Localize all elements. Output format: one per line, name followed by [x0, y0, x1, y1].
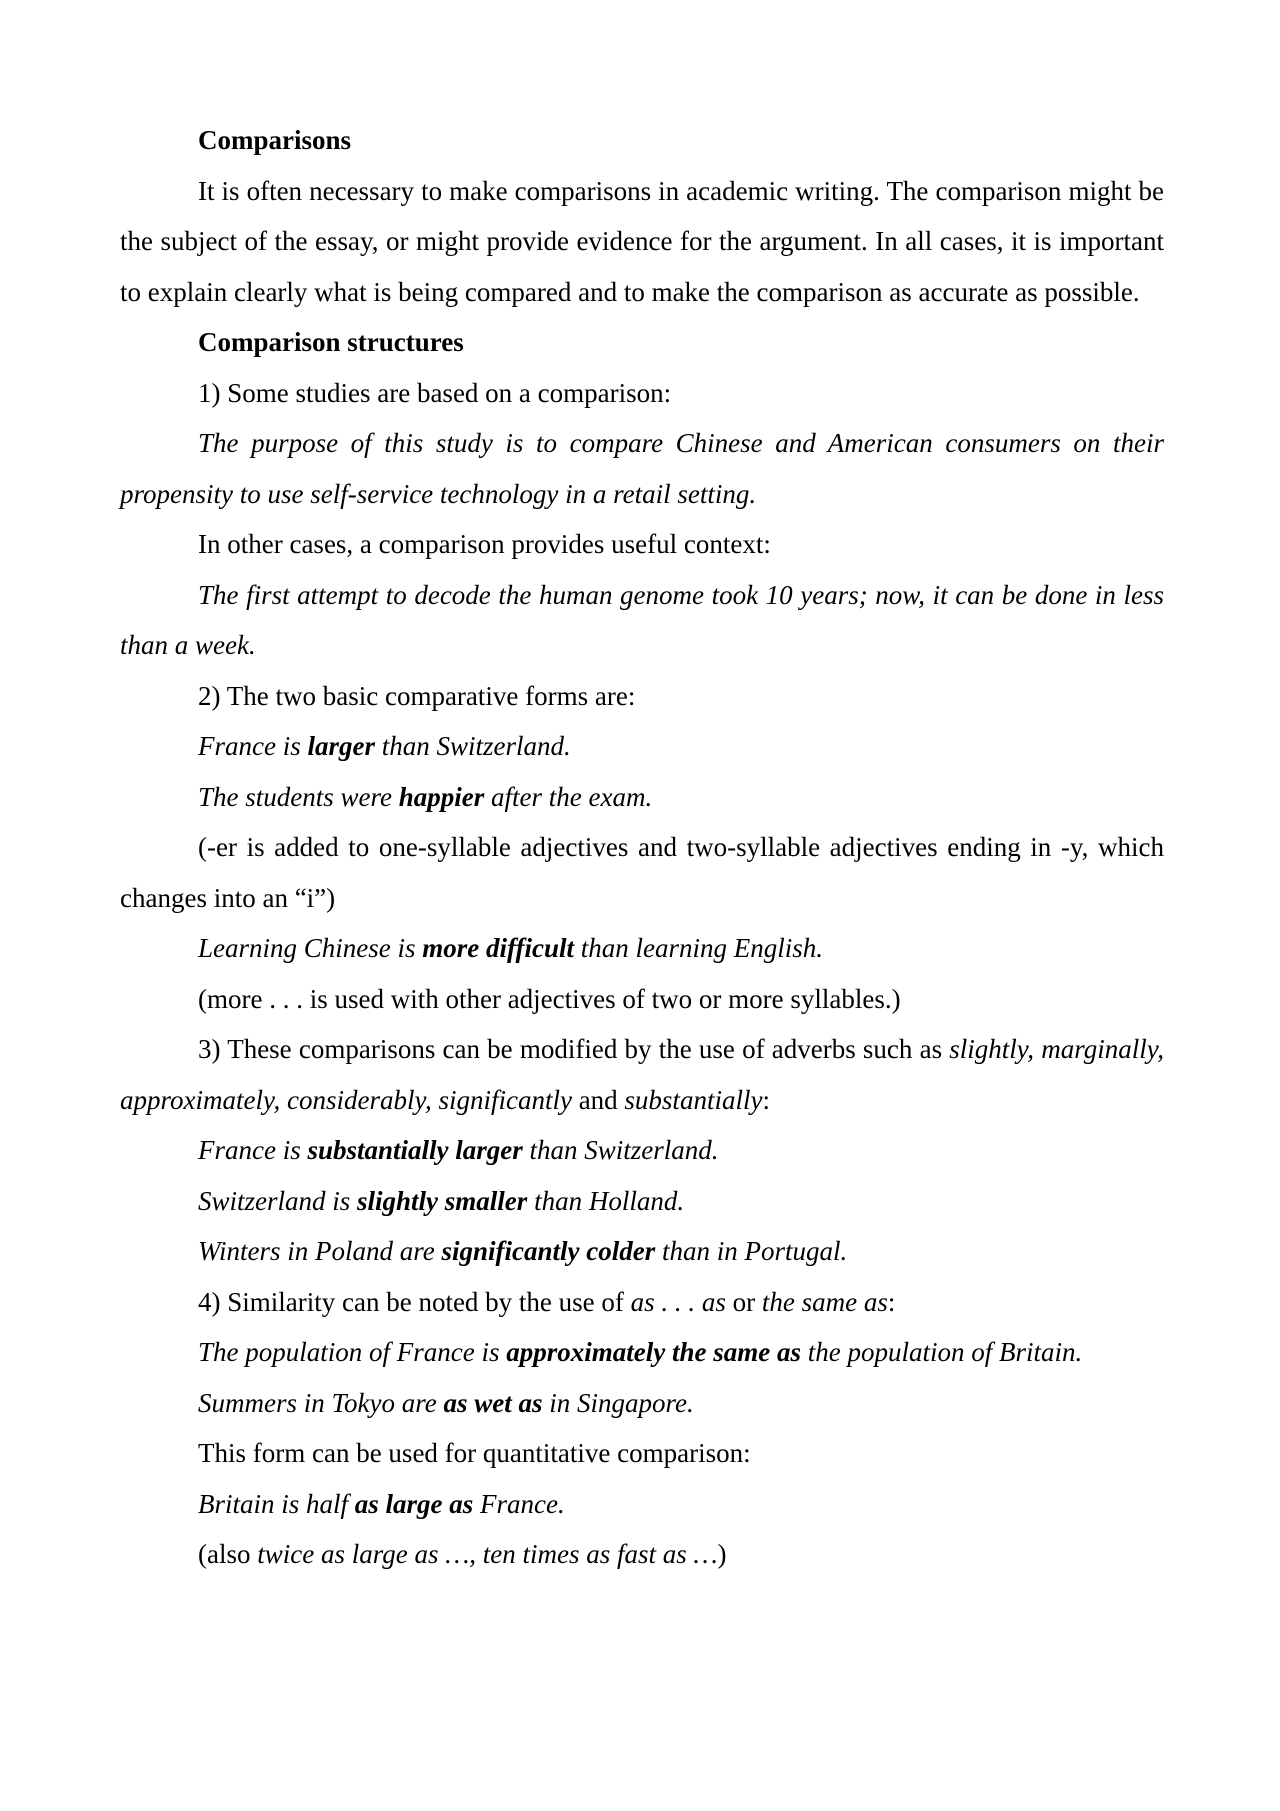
example-keyword: substantially larger — [307, 1135, 523, 1165]
example-substantially — [120, 1125, 1164, 1176]
context-line: In other cases, a comparison provides useful context: — [198, 529, 771, 559]
example-text: Winters in Poland are — [198, 1236, 442, 1266]
note-more: (more . . . is used with other adjectives of two or more syllables.) — [198, 983, 901, 1014]
example-text: France is — [198, 731, 308, 761]
point-text: : — [887, 1286, 896, 1317]
form-same-as: the same as — [761, 1286, 888, 1317]
example-keyword: larger — [307, 731, 375, 761]
also-examples: twice as large as …, ten times as fast as … — [257, 1539, 718, 1569]
form-as-as: as . . . as — [630, 1286, 726, 1317]
example-slightly — [120, 1176, 1164, 1227]
example-happier — [120, 772, 1164, 823]
also-text: (also — [198, 1539, 258, 1569]
example-larger — [120, 721, 1164, 772]
example-text: Britain is half — [198, 1488, 355, 1519]
also-text: ) — [717, 1539, 727, 1569]
example-keyword: slightly smaller — [357, 1185, 528, 1216]
example-text: The students were — [198, 781, 399, 812]
point-4 — [120, 1277, 1164, 1328]
point-text: and — [571, 1084, 625, 1115]
point-text: or — [725, 1286, 762, 1317]
example-text: Switzerland is — [198, 1185, 358, 1216]
example-text: in Singapore. — [542, 1387, 694, 1418]
heading-comparison-structures: Comparison structures — [198, 327, 464, 357]
example-text: after the exam. — [484, 781, 653, 812]
example-text: than learning English. — [574, 933, 824, 963]
point-text: 4) Similarity can be noted by the use of — [198, 1286, 631, 1317]
example-more-difficult — [120, 923, 1164, 974]
point-text: : — [762, 1084, 770, 1115]
point-text: 3) These comparisons can be modified by the use of adverbs such as — [198, 1034, 950, 1064]
example-keyword: more difficult — [422, 933, 575, 963]
adverb-list: slightly, marginally, approximately, considerably, significantly — [120, 1034, 1164, 1115]
point-2: 2) The two basic comparative forms are: — [198, 680, 636, 711]
example-genome: The first attempt to decode the human genome took 10 years; now, it can be done in less than a week. — [120, 579, 1164, 660]
example-text: than Switzerland. — [374, 731, 571, 761]
example-text: France is — [198, 1135, 308, 1165]
intro-paragraph: It is often necessary to make comparisons in academic writing. The comparison might be the subject of the essay, or might provide evidence for the argument. In all cases, it is important to explain clearly what is being compared and to make the comparison as accurate as possible. — [120, 175, 1164, 307]
example-keyword: as large as — [354, 1488, 474, 1519]
point-3 — [120, 1024, 1164, 1125]
example-keyword: happier — [398, 781, 485, 812]
example-keyword: as wet as — [443, 1387, 543, 1418]
point-1: 1) Some studies are based on a comparison: — [198, 377, 672, 408]
example-text: Summers in Tokyo are — [198, 1387, 444, 1418]
example-tokyo — [120, 1378, 1164, 1429]
example-text: France. — [473, 1488, 565, 1519]
heading-comparisons: Comparisons — [198, 125, 352, 155]
example-text: the population of Britain. — [800, 1337, 1083, 1367]
example-keyword: significantly colder — [441, 1236, 656, 1266]
example-study-purpose: The purpose of this study is to compare Chinese and American consumers on their propensity to use self-service technology in a retail setting. — [120, 428, 1164, 509]
quantitative-line: This form can be used for quantitative comparison: — [198, 1438, 751, 1468]
example-keyword: approximately the same as — [506, 1337, 801, 1367]
note-er-suffix: (-er is added to one-syllable adjectives and two-syllable adjectives ending in -y, which changes into an “i”) — [120, 832, 1164, 913]
example-britain — [120, 1479, 1164, 1530]
example-significantly — [120, 1226, 1164, 1277]
example-text: than in Portugal. — [655, 1236, 848, 1266]
document-page — [120, 115, 1164, 1580]
example-text: Learning Chinese is — [198, 933, 423, 963]
example-text: than Switzerland. — [522, 1135, 719, 1165]
example-text: The population of France is — [198, 1337, 507, 1367]
also-line — [120, 1529, 1164, 1580]
example-population — [120, 1327, 1164, 1378]
example-text: than Holland. — [527, 1185, 685, 1216]
adverb-last: substantially — [624, 1084, 763, 1115]
